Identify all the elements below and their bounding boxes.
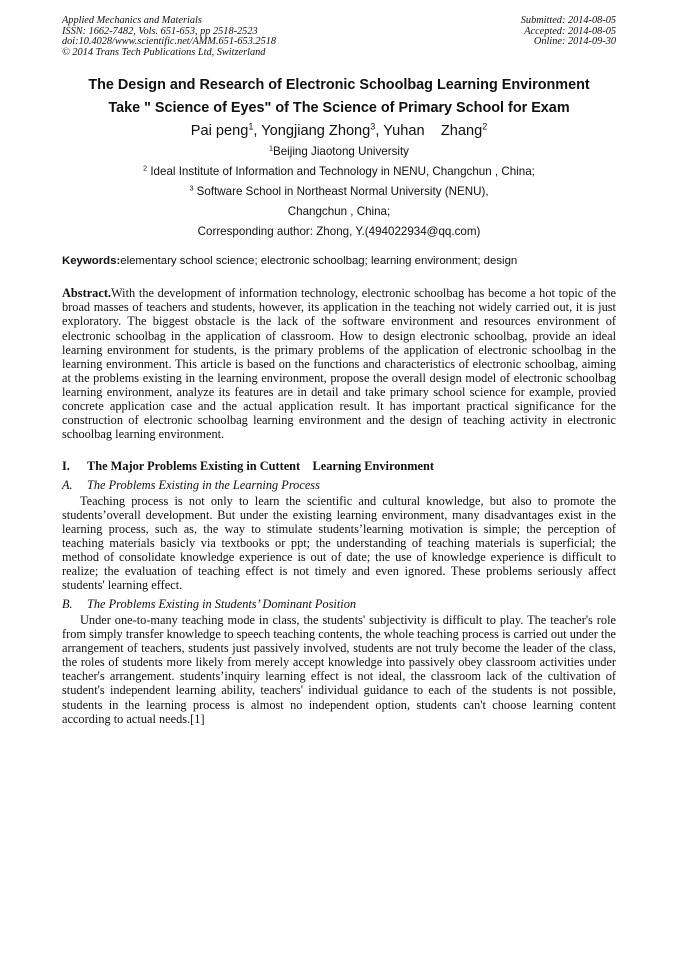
corresponding-author-text: Corresponding author: Zhong, Y.(494022934@qq.com) [197, 225, 481, 239]
keywords-label: Keywords: [62, 255, 121, 268]
body-paragraph: Under one-to-many teaching mode in class, the students' subjectivity is difficult to play. The teacher's role from simply transfer knowledge to speech teaching contents, the whole teaching process is carried out under the arrangement of teachers, students just passively involved, students are not truly become the leader of the class, the roles of students more likely from merely accept knowledge into passively obey classroom activities under teacher's arrangement. students’inquiry learning effect is not ideal, the classroom lack of the cultivation of student's independent learning ability, teachers' individual guidance to each of the students is not possible, students in the learning process is almost no independent option, students can't choose learning content according to actual needs.[1] [62, 613, 616, 726]
author-name: Yongjiang Zhong [261, 123, 371, 140]
author-name: Yuhan Zhang [383, 123, 483, 140]
accepted-date: Accepted: 2014-08-05 [524, 25, 616, 37]
subsection-title: The Problems Existing in the Learning Process [87, 477, 320, 492]
abstract-label: Abstract. [62, 286, 112, 301]
author-name: Pai peng [190, 123, 249, 140]
subsection-title: The Problems Existing in Students’ Dominant Position [87, 597, 357, 612]
subsection-heading [62, 478, 616, 492]
online-date: Online: 2014-09-30 [533, 36, 616, 48]
affiliation-mark: 3 [189, 184, 194, 194]
abstract-text: With the development of information technology, electronic schoolbag has become a hot topic of the broad masses of teachers and students, however, its application in the teaching not widely carried out, it is just exploratory. The biggest obstacle is the lack of the software environment and resources environment of electronic schoolbag in the application of classroom. How to design electronic schoolbag, provide an ideal learning environment for students, is the primary problems of the application of electronic schoolbag in the learning environment. This article is based on the functions and characteristics of electronic schoolbag, aiming at the problems existing in the learning environment, propose the overall design model of electronic schoolbag learning environment, analyze its features are in detail and take primary school science for example, provied concrete application case and the actual application result. It has important practical significance for the construction of electronic schoolbag learning environment and the design of teaching activity in electronic schoolbag learning environment. [62, 286, 616, 441]
affiliation [62, 205, 616, 218]
section-number: I. [62, 458, 70, 473]
subsection-heading [62, 597, 616, 611]
publication-dates [521, 16, 616, 58]
keywords-text: elementary school science; electronic schoolbag; learning environment; design [120, 255, 518, 268]
affiliation-text: Beijing Jiaotong University [273, 145, 409, 159]
paper-page [62, 16, 616, 726]
affiliation-text: Software School in Northeast Normal University (NENU), [193, 185, 489, 199]
journal-name: Applied Mechanics and Materials [62, 15, 202, 26]
affiliation [62, 165, 616, 178]
affiliation [62, 185, 616, 198]
corresponding-author [62, 225, 616, 238]
author-affiliation-mark: 1 [248, 121, 254, 132]
submitted-date: Submitted: 2014-08-05 [520, 15, 616, 26]
author-separator: , [253, 123, 262, 140]
affiliation [62, 145, 616, 158]
keywords [62, 254, 616, 268]
affiliation-mark: 2 [143, 164, 148, 174]
paper-title: The Design and Research of Electronic Schoolbag Learning Environment [88, 77, 590, 94]
body-paragraph: Teaching process is not only to learn the scientific and cultural knowledge, but also to promote the students’overall development. But under the existing learning environment, many disadvantages exist in the learning process, such as, the way to stimulate students’learning motivation is simple; the perception of teaching materials basicly via textbooks or ppt; the understanding of teaching materials is superficial; the method of consolidate knowledge experience is out of date; the use of knowledge experience is difficult to realize; the evaluation of teaching effect is not timely and even ignored. These problems seriously affect students' learning effect. [62, 493, 616, 593]
affiliation-text: Ideal Institute of Information and Technology in NENU, Changchun , China; [147, 165, 535, 179]
journal-copyright: © 2014 Trans Tech Publications Ltd, Switzerland [62, 46, 266, 58]
author-affiliation-mark: 2 [482, 121, 488, 132]
section-title: The Major Problems Existing in Cuttent Learning Environment [87, 458, 435, 473]
journal-header [62, 16, 616, 58]
journal-issn: ISSN: 1662-7482, Vols. 651-653, pp 2518-2523 [62, 25, 258, 37]
author-affiliation-mark: 3 [370, 121, 376, 132]
affiliation-text: Changchun , China; [287, 205, 391, 219]
section-heading [62, 459, 616, 473]
affiliation-mark: 1 [269, 144, 273, 154]
paper-subtitle: Take " Science of Eyes" of The Science of Primary School for Exam [108, 100, 570, 117]
author-separator: , [375, 123, 384, 140]
abstract [62, 286, 616, 441]
subsection-number: B. [62, 597, 73, 612]
author-list [62, 122, 616, 140]
subsection-number: A. [62, 477, 73, 492]
journal-info [62, 16, 276, 58]
journal-doi[interactable]: doi:10.4028/www.scientific.net/AMM.651-653.2518 [62, 36, 277, 48]
